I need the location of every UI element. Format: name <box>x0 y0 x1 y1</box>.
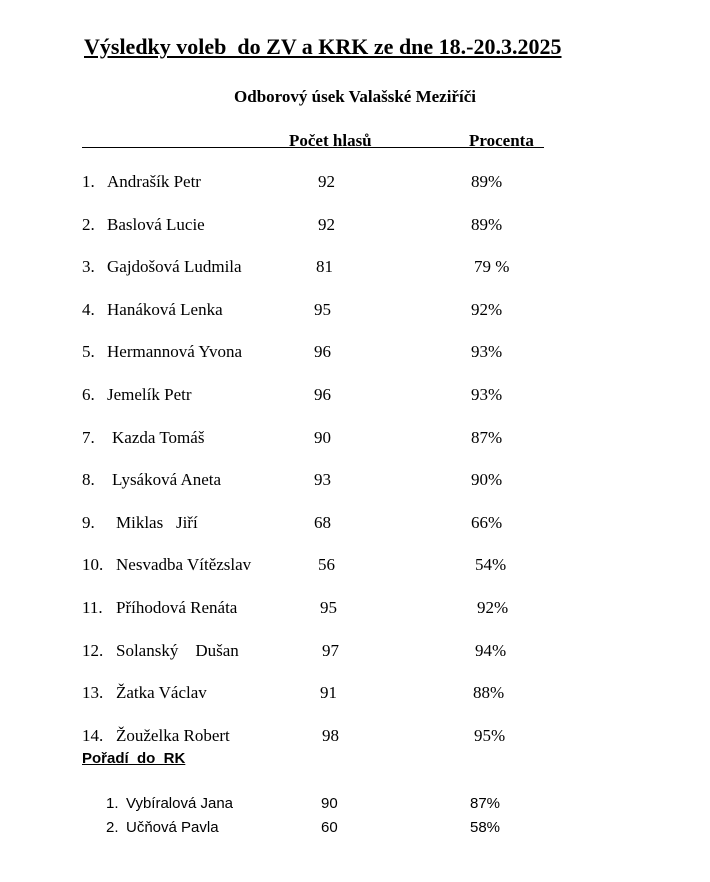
candidate-name: Jemelík Petr <box>107 385 192 404</box>
row-number: 6. <box>82 385 95 404</box>
candidate-name: Kazda Tomáš <box>112 427 205 447</box>
vote-count: 90 <box>314 427 331 447</box>
candidate-name: Hermannová Yvona <box>107 342 243 362</box>
candidate-name: Gajdošová Ludmila <box>107 257 242 277</box>
vote-percent: 94% <box>475 640 507 660</box>
vote-count: 81 <box>316 257 333 277</box>
vote-percent: 88% <box>473 683 505 703</box>
row-number: 1. <box>82 172 95 191</box>
list-item <box>0 819 710 841</box>
vote-count: 90 <box>321 795 338 812</box>
table-row <box>0 300 710 324</box>
vote-count: 97 <box>322 640 339 660</box>
row-number: 3. <box>82 257 95 277</box>
vote-count: 68 <box>314 512 331 532</box>
vote-percent: 89% <box>471 172 503 191</box>
vote-count: 60 <box>321 819 338 836</box>
table-row <box>0 257 710 281</box>
candidate-name: Andrašík Petr <box>107 172 201 191</box>
row-number: 10. <box>82 555 104 575</box>
header-divider <box>82 147 544 148</box>
row-number: 14. <box>82 725 104 745</box>
document-subtitle: Odborový úsek Valašské Meziříči <box>234 87 476 106</box>
table-row <box>0 598 710 622</box>
vote-percent: 93% <box>471 385 503 404</box>
candidate-name: Příhodová Renáta <box>116 598 238 617</box>
candidate-name: Hanáková Lenka <box>107 299 223 319</box>
table-row <box>0 726 710 750</box>
row-number: 7. <box>82 427 95 447</box>
row-number: 2. <box>106 819 119 836</box>
row-number: 13. <box>82 683 104 703</box>
row-number: 5. <box>82 342 95 362</box>
table-row <box>0 470 710 494</box>
vote-count: 92 <box>318 214 335 234</box>
table-row <box>0 555 710 579</box>
vote-count: 96 <box>314 385 331 404</box>
row-number: 11. <box>82 598 103 617</box>
vote-count: 56 <box>318 555 335 575</box>
row-number: 9. <box>82 512 95 532</box>
candidate-name: Vybíralová Jana <box>126 795 234 812</box>
list-item <box>0 795 710 817</box>
vote-count: 92 <box>318 172 335 191</box>
table-row <box>0 641 710 665</box>
row-number: 2. <box>82 214 95 234</box>
vote-count: 93 <box>314 470 331 490</box>
vote-percent: 87% <box>471 427 503 447</box>
vote-percent: 79 % <box>474 257 510 277</box>
row-number: 1. <box>106 795 119 812</box>
vote-percent: 92% <box>471 299 503 319</box>
table-row <box>0 385 710 409</box>
vote-percent: 93% <box>471 342 503 362</box>
candidate-name: Nesvadba Vítězslav <box>116 555 252 575</box>
column-header-percent: Procenta <box>469 131 534 150</box>
table-row <box>0 513 710 537</box>
candidate-name: Baslová Lucie <box>107 214 205 234</box>
candidate-name: Solanský Dušan <box>116 640 239 660</box>
vote-count: 95 <box>314 299 331 319</box>
row-number: 12. <box>82 640 104 660</box>
vote-percent: 58% <box>470 819 501 836</box>
vote-count: 98 <box>322 725 339 745</box>
vote-count: 91 <box>320 683 337 703</box>
vote-count: 95 <box>320 598 337 617</box>
vote-percent: 92% <box>477 598 509 617</box>
row-number: 8. <box>82 470 95 490</box>
vote-percent: 90% <box>471 470 503 490</box>
candidate-name: Učňová Pavla <box>126 819 219 836</box>
vote-percent: 95% <box>474 725 506 745</box>
vote-count: 96 <box>314 342 331 362</box>
table-row <box>0 683 710 707</box>
table-row <box>0 172 710 196</box>
vote-percent: 87% <box>470 795 501 812</box>
vote-percent: 66% <box>471 512 503 532</box>
candidate-name: Žouželka Robert <box>116 725 230 745</box>
vote-percent: 54% <box>475 555 507 575</box>
table-row <box>0 215 710 239</box>
vote-percent: 89% <box>471 214 503 234</box>
candidate-name: Žatka Václav <box>116 683 207 703</box>
candidate-name: Miklas Jiří <box>116 512 198 532</box>
row-number: 4. <box>82 299 95 319</box>
column-header-votes: Počet hlasů <box>289 131 372 150</box>
table-row <box>0 342 710 366</box>
rk-section-heading: Pořadí do RK <box>82 750 186 767</box>
candidate-name: Lysáková Aneta <box>112 470 222 490</box>
document-title: Výsledky voleb do ZV a KRK ze dne 18.-20.3.2025 <box>84 34 562 59</box>
table-row <box>0 428 710 452</box>
